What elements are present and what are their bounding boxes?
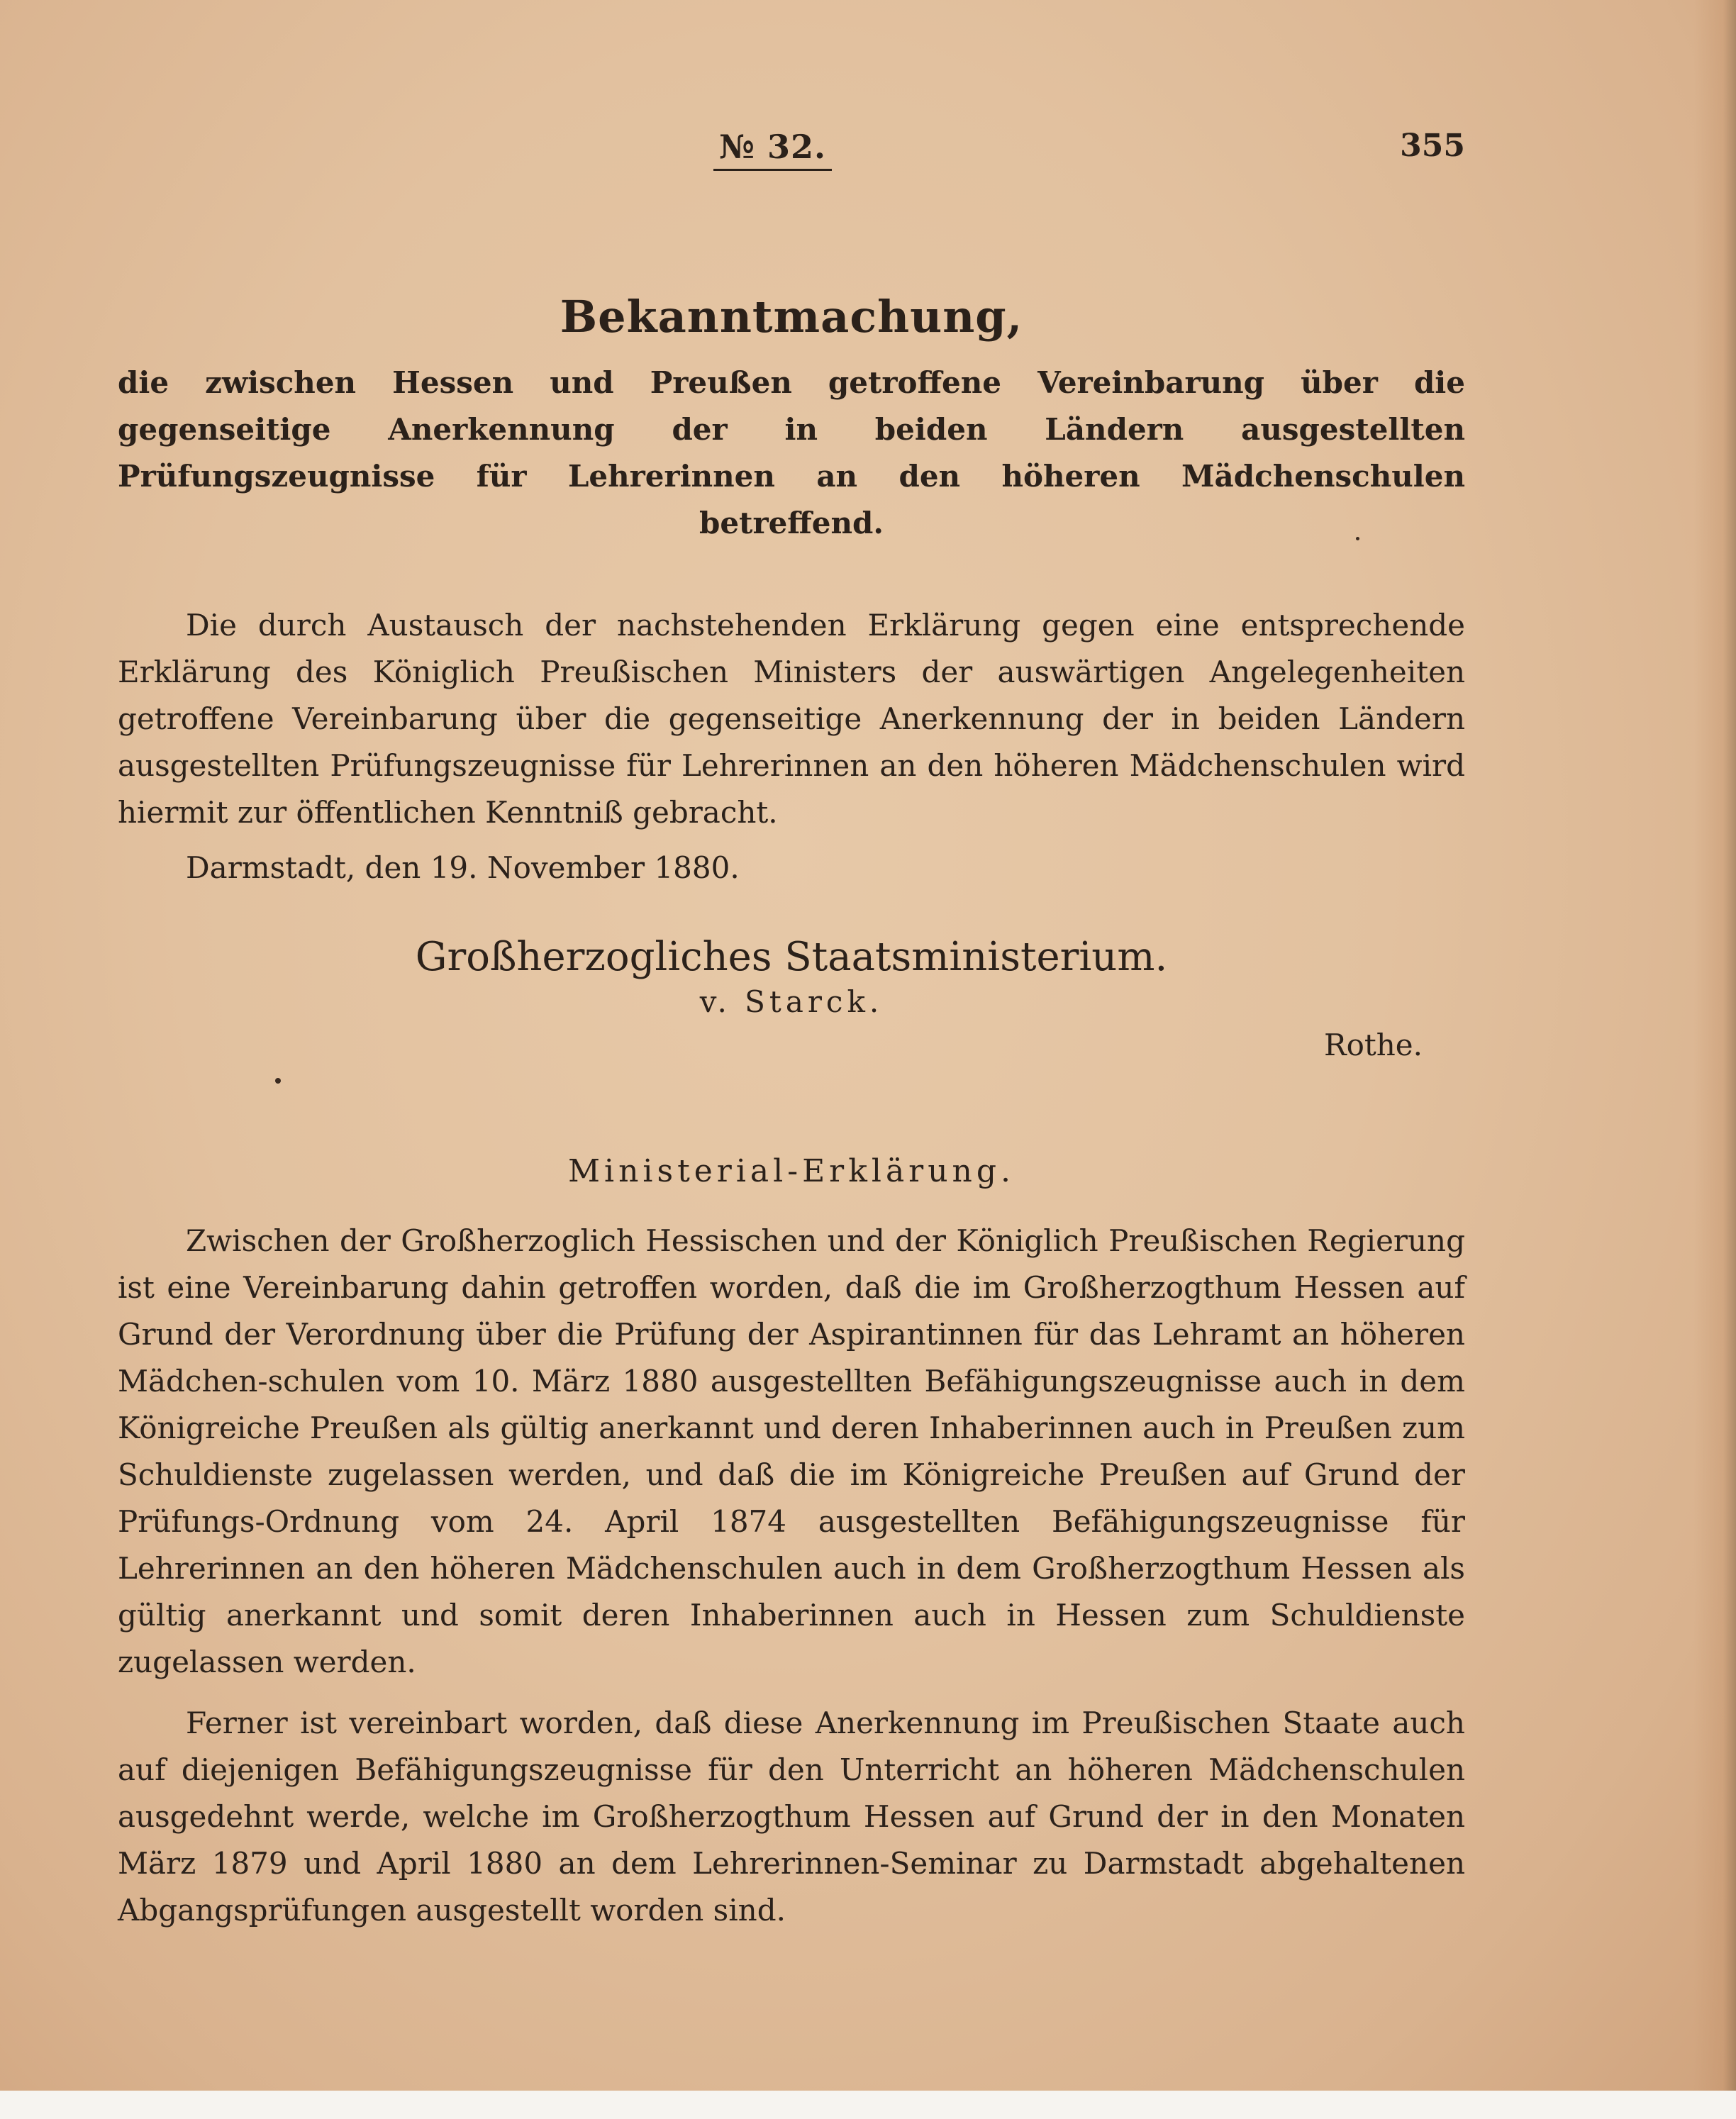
signature-starck: v. Starck. [699,984,884,1019]
signature-rothe: Rothe. [1323,1028,1423,1062]
scan-margin [0,2091,1736,2119]
page-edge-shadow [1693,0,1736,2119]
issue-number: № 32. [713,128,832,171]
dateline: Darmstadt, den 19. November 1880. [186,850,740,885]
page-header [118,128,1465,184]
declaration-heading: Ministerial-Erklärung. [567,1153,1016,1189]
document-text [118,128,1465,1934]
announcement-subtitle: die zwischen Hessen und Preußen getroffene Vereinbarung über die gegenseitige Anerkennung der in beiden Ländern ausgestellten Prüfungszeugnisse für Lehrerinnen an den höheren Mädchenschulen betreffend. [118,365,1465,540]
declaration-paragraph-1: Zwischen der Großherzoglich Hessischen und der Königlich Preußischen Regierung ist eine Vereinbarung dahin getroffen worden, daß die im Großherzogthum Hessen auf Grund der Verordnung über die Prüfung der Aspirantinnen für das Lehramt an höheren Mädchen-schulen vom 10. März 1880 ausgestellten Befähigungszeugnisse auch in dem Königreiche Preußen als gültig anerkannt und deren Inhaberinnen auch in Preußen zum Schuldienste zugelassen werden, und daß die im Königreiche Preußen auf Grund der Prüfungs-Ordnung vom 24. April 1874 ausgestellten Befähigungszeugnisse für Lehrerinnen an den höheren Mädchenschulen auch in dem Großherzogthum Hessen als gültig anerkannt und somit deren Inhaberinnen auch in Hessen zum Schuldienste zugelassen werden. [118,1223,1465,1679]
announcement-body: Die durch Austausch der nachstehenden Erklärung gegen eine entsprechende Erklärung des Königlich Preußischen Ministers der auswärtigen Angelegenheiten getroffene Vereinbarung über die gegenseitige Anerkennung der in beiden Ländern ausgestellten Prüfungszeugnisse für Lehrerinnen an den höheren Mädchenschulen wird hiermit zur öffentlichen Kenntniß gebracht. [118,608,1465,830]
page-number: 355 [1400,128,1465,164]
declaration-paragraph-2: Ferner ist vereinbart worden, daß diese Anerkennung im Preußischen Staate auch auf diejenigen Befähigungszeugnisse für den Unterricht an höheren Mädchenschulen ausgedehnt werde, welche im Großherzogthum Hessen auf Grund der in den Monaten März 1879 und April 1880 an dem Lehrerinnen-Seminar zu Darmstadt abgehaltenen Abgangsprüfungen ausgestellt worden sind. [118,1706,1465,1928]
announcement-title: Bekanntmachung, [560,291,1023,343]
ministry-name: Großherzogliches Staatsministerium. [415,934,1168,980]
